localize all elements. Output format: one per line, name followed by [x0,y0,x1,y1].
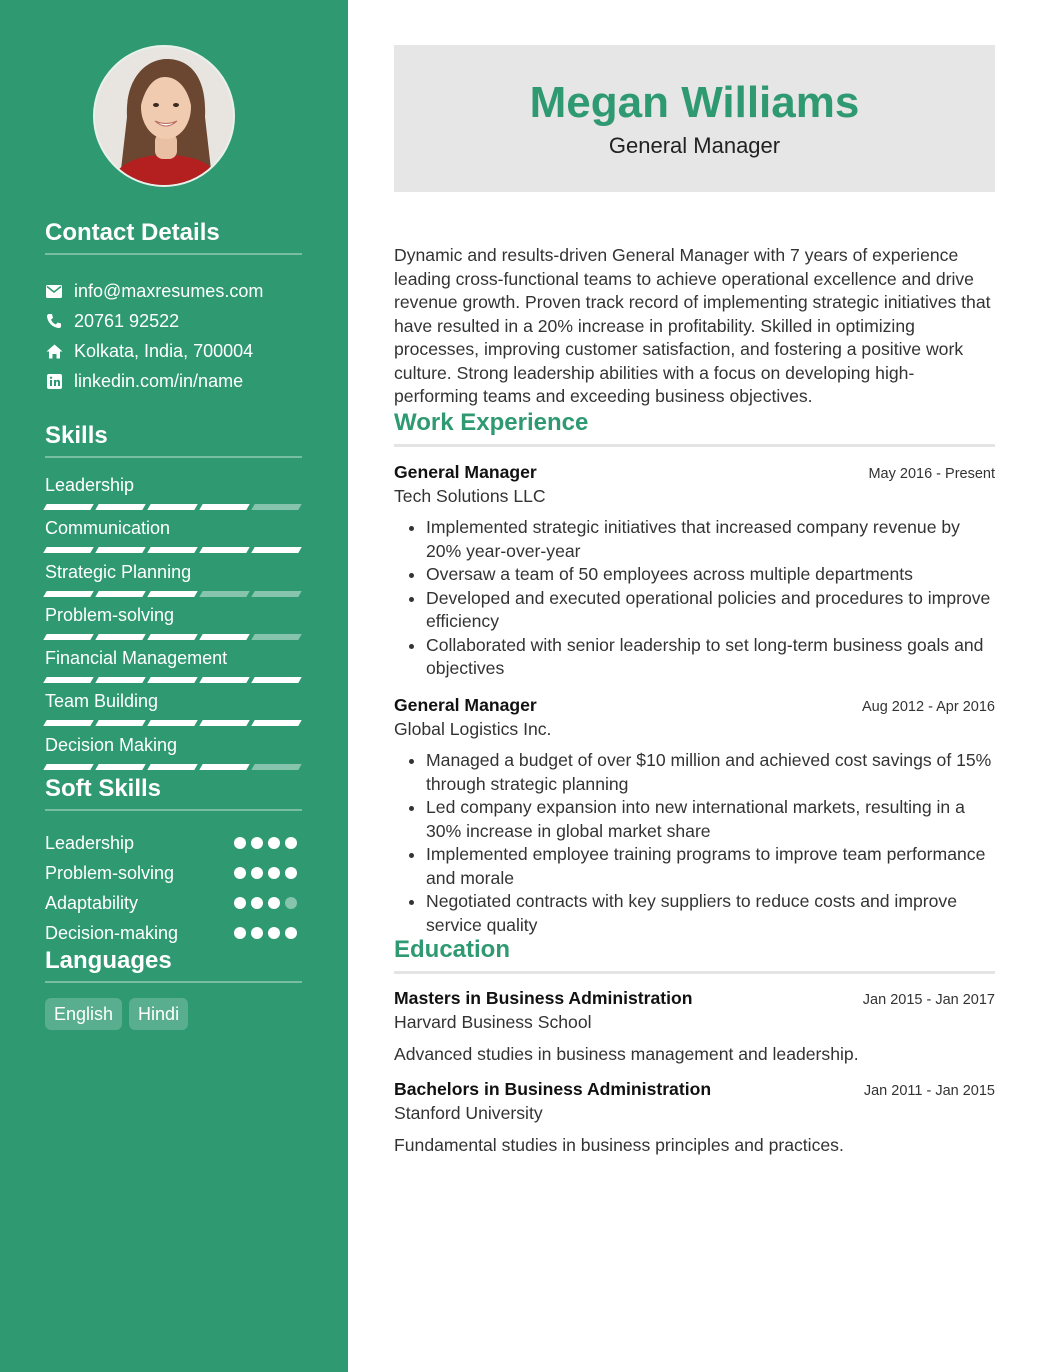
skill-level-bar [45,504,302,510]
job-bullet: • Implemented strategic initiatives that increased company revenue by 20% year-over-year [426,516,995,563]
rating-dot [268,927,280,939]
skill-level-segment [199,591,249,597]
contact-linkedin[interactable] [45,366,305,396]
skill-level-segment [43,634,93,640]
soft-skills-heading: Soft Skills [45,775,302,811]
skill-level-bar [45,547,302,553]
skill-level-segment [251,677,301,683]
skill-name: Strategic Planning [45,561,192,582]
skill-item [45,734,302,777]
rating-dot [268,867,280,879]
job-dates: Aug 2012 - Apr 2016 [861,699,995,715]
skill-item [45,690,302,733]
job-bullets [426,516,995,681]
contact-email[interactable] [45,276,305,306]
candidate-title: General Manager [608,133,781,158]
skill-level-segment [147,720,197,726]
skill-level-segment [251,764,301,770]
job-entry [394,460,995,681]
rating-dot [251,837,263,849]
soft-skill-name: Leadership [45,832,135,853]
education-description: Fundamental studies in business principles and practices. [394,1135,844,1155]
skill-item [45,561,302,604]
education-dates: Jan 2011 - Jan 2015 [863,1083,995,1099]
degree-title: Bachelors in Business Administration [394,1079,712,1099]
contact-heading: Contact Details [45,219,302,255]
skill-level-segment [95,720,145,726]
job-bullet: • Collaborated with senior leadership to set long-term business goals and objectives [426,634,995,681]
education-heading: Education [394,936,995,974]
job-bullet: • Led company expansion into new international markets, resulting in a 30% increase in global market share [426,796,995,843]
contact-location [45,336,305,366]
soft-skill-name: Decision-making [45,922,179,943]
school-name: Harvard Business School [394,1012,592,1032]
skill-level-segment [199,764,249,770]
skill-level-segment [147,764,197,770]
skill-level-segment [43,677,93,683]
skill-level-segment [251,634,301,640]
phone-icon [45,312,63,330]
skill-level-segment [199,720,249,726]
skill-level-segment [95,504,145,510]
languages-list [45,998,188,1030]
skill-level-segment [147,634,197,640]
skill-level-segment [147,547,197,553]
skills-heading: Skills [45,422,302,458]
job-company: Global Logistics Inc. [394,719,552,739]
skill-level-segment [95,677,145,683]
rating-dot [234,867,246,879]
soft-skill-rating [234,897,302,909]
rating-dot [251,927,263,939]
skill-level-segment [43,547,93,553]
skill-level-segment [147,677,197,683]
skill-level-segment [251,504,301,510]
job-bullet: • Negotiated contracts with key suppliers to reduce costs and improve service quality [426,890,995,937]
skill-level-bar [45,677,302,683]
skill-level-segment [199,547,249,553]
candidate-name: Megan Williams [529,78,860,127]
degree-title: Masters in Business Administration [394,988,693,1008]
contact-phone-text: 20761 92522 [74,310,180,331]
skill-level-segment [199,634,249,640]
rating-dot [285,867,297,879]
skill-name: Financial Management [45,648,228,669]
contact-location-text: Kolkata, India, 700004 [74,340,254,361]
soft-skill-item [45,888,302,918]
skill-name: Team Building [45,691,159,712]
contact-email-text: info@maxresumes.com [74,280,264,301]
skill-level-segment [199,504,249,510]
skill-level-bar [45,764,302,770]
rating-dot [268,897,280,909]
skill-name: Problem-solving [45,604,175,625]
skill-level-segment [147,504,197,510]
skill-level-segment [147,591,197,597]
job-dates: May 2016 - Present [868,466,995,482]
soft-skill-name: Problem-solving [45,862,175,883]
education-description: Advanced studies in business management and leadership. [394,1044,859,1064]
profile-summary: Dynamic and results-driven General Manager with 7 years of experience leading cross-functional teams to achieve operational excellence and drive revenue growth. Proven track record of implementing strategic initiatives that have resulted in a 20% increase in profitability. Skilled in optimizing processes, improving customer satisfaction, and fostering a positive work culture. Strong leadership abilities with a focus on developing high-performing teams and exceeding business objectives. [394,245,991,406]
skill-level-segment [251,547,301,553]
skill-name: Leadership [45,475,135,495]
language-badge: English [45,998,122,1030]
contact-linkedin-text: linkedin.com/in/name [74,370,244,391]
soft-skill-item [45,828,302,858]
soft-skill-item [45,918,302,948]
rating-dot [251,867,263,879]
skill-item [45,604,302,647]
job-title: General Manager [394,462,537,482]
education-entry [394,1077,995,1157]
skill-level-segment [251,591,301,597]
rating-dot [285,927,297,939]
job-bullets [426,749,995,937]
skill-level-bar [45,720,302,726]
job-bullet: • Managed a budget of over $10 million and achieved cost savings of 15% through strategic planning [426,749,995,796]
sidebar [0,0,348,1372]
skill-level-segment [95,634,145,640]
rating-dot [234,927,246,939]
skill-level-segment [43,720,93,726]
job-title: General Manager [394,695,537,715]
rating-dot [234,897,246,909]
email-icon [45,282,63,300]
skill-name: Communication [45,518,171,539]
skill-level-bar [45,591,302,597]
skills-list [45,474,302,777]
skill-level-segment [43,504,93,510]
education-entry [394,986,995,1066]
linkedin-icon [45,372,63,390]
soft-skill-name: Adaptability [45,892,139,913]
rating-dot [234,837,246,849]
rating-dot [268,837,280,849]
contact-phone[interactable] [45,306,305,336]
skill-level-segment [95,764,145,770]
skill-level-bar [45,634,302,640]
language-badge: Hindi [129,998,188,1030]
work-experience-heading: Work Experience [394,409,995,447]
home-icon [45,342,63,360]
job-entry [394,693,995,937]
rating-dot [251,897,263,909]
skill-item [45,647,302,690]
job-bullet: • Oversaw a team of 50 employees across multiple departments [426,563,995,587]
skill-item [45,517,302,560]
job-bullet: • Implemented employee training programs to improve team performance and morale [426,843,995,890]
skill-level-segment [43,591,93,597]
languages-heading: Languages [45,947,302,983]
soft-skills-list [45,828,302,948]
job-company: Tech Solutions LLC [394,486,546,506]
rating-dot [285,837,297,849]
skill-item [45,474,302,517]
skill-name: Decision Making [45,734,178,755]
job-bullet: • Developed and executed operational policies and procedures to improve efficiency [426,587,995,634]
skill-level-segment [43,764,93,770]
contact-list [45,276,305,396]
skill-level-segment [199,677,249,683]
name-header [394,45,995,192]
education-dates: Jan 2015 - Jan 2017 [862,992,995,1008]
school-name: Stanford University [394,1103,543,1123]
skill-level-segment [95,547,145,553]
skill-level-segment [251,720,301,726]
soft-skill-rating [234,927,302,939]
soft-skill-rating [234,837,302,849]
profile-photo [93,45,235,187]
soft-skill-item [45,858,302,888]
soft-skill-rating [234,867,302,879]
skill-level-segment [95,591,145,597]
rating-dot [285,897,297,909]
